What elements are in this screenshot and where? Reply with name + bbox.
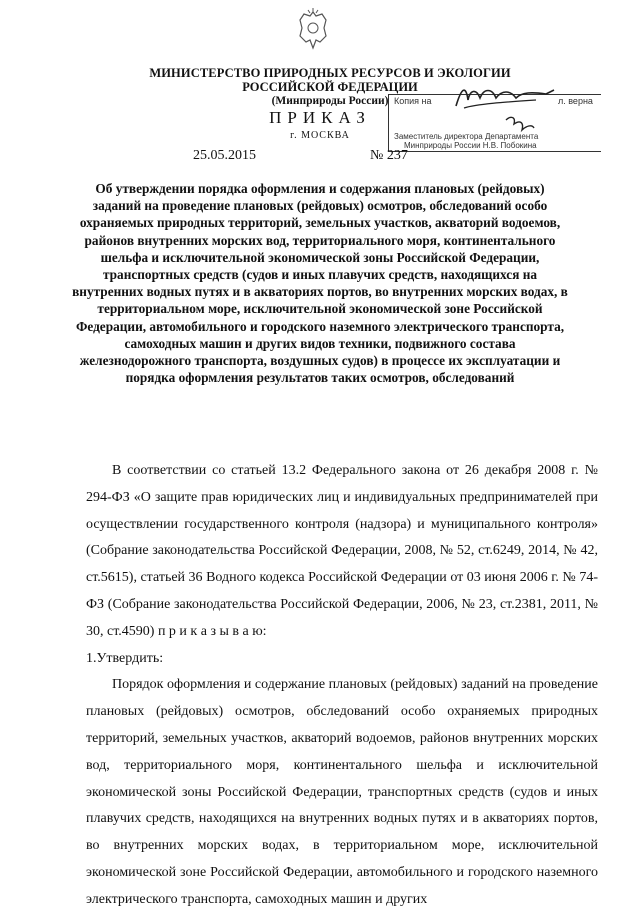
- document-title: Об утверждении порядка оформления и содержания плановых (рейдовых) заданий на проведение плановых (рейдовых) осмотров, обследований особо охраняемых природных территорий, земельных участков, акваторий водоемов, районов внутренних морских вод, территориального моря, континентального шельфа и исключительной экономической зоны Российской Федерации, транспортных средств (судов и иных плавучих средств, находящихся на внутренних водных путях и в акваториях портов, во внутренних морских водах, в территориальном море, исключительной экономической зоне Российской Федерации, автомобильного и городского наземного электрического транспорта, самоходных машин и других видов техники, подвижного состава железнодорожного транспорта, воздушных судов) в процессе их эксплуатации и порядка оформления результатов таких осмотров, обследований: [72, 181, 568, 386]
- document-type-heading: ПРИКАЗ: [269, 108, 371, 127]
- document-city: г. МОСКВА: [290, 130, 350, 141]
- stamp-name-line: Минприроды России Н.В. Побокина: [404, 141, 537, 150]
- stamp-copy-label: Копия на: [394, 96, 432, 106]
- stamp-sheets-label: л. верна: [558, 96, 593, 106]
- ministry-name: МИНИСТЕРСТВО ПРИРОДНЫХ РЕСУРСОВ И ЭКОЛОГИИ: [149, 66, 511, 80]
- ministry-short-name: (Минприроды России): [271, 95, 389, 107]
- document-body: [86, 458, 598, 914]
- stamp-position-line: Заместитель директора Департамента: [394, 132, 539, 141]
- document-number: № 237: [370, 148, 408, 163]
- approved-procedure-paragraph: Порядок оформления и содержание плановых (рейдовых) заданий на проведение плановых (рейдовых) осмотров, обследований особо охраняемых природных территорий, земельных участков, акваторий водоемов, районов внутренних морских вод, территориального моря, континентального шельфа и исключительной экономической зоны Российской Федерации, транспортных средств (судов и иных плавучих средств, находящихся на внутренних водных путях и в акваториях портов, во внутренних морских водах, в территориальном море, исключительной экономической зоне Российской Федерации, автомобильного и городского наземного электрического транспорта, самоходных машин и других: [86, 677, 598, 907]
- item-1-text: 1.Утвердить:: [86, 650, 164, 666]
- preamble-paragraph: В соответствии со статьей 13.2 Федерального закона от 26 декабря 2008 г. № 294-ФЗ «О защите прав юридических лиц и индивидуальных предпринимателей при осуществлении государственного контроля (надзора) и муниципального контроля» (Собрание законодательства Российской Федерации, 2008, № 52, ст.6249, 2014, № 42, ст.5615), статьей 36 Водного кодекса Российской Федерации от 03 июня 2006 г. № 74-ФЗ (Собрание законодательства Российской Федерации, 2006, № 23, ст.2381, 2011, № 30, ст.4590) п р и к а з ы в а ю:: [86, 463, 598, 639]
- ministry-country: РОССИЙСКОЙ ФЕДЕРАЦИИ: [242, 80, 418, 94]
- item-1-heading: [86, 646, 598, 673]
- document-date: 25.05.2015: [193, 148, 256, 163]
- coat-of-arms-emblem: [296, 8, 330, 52]
